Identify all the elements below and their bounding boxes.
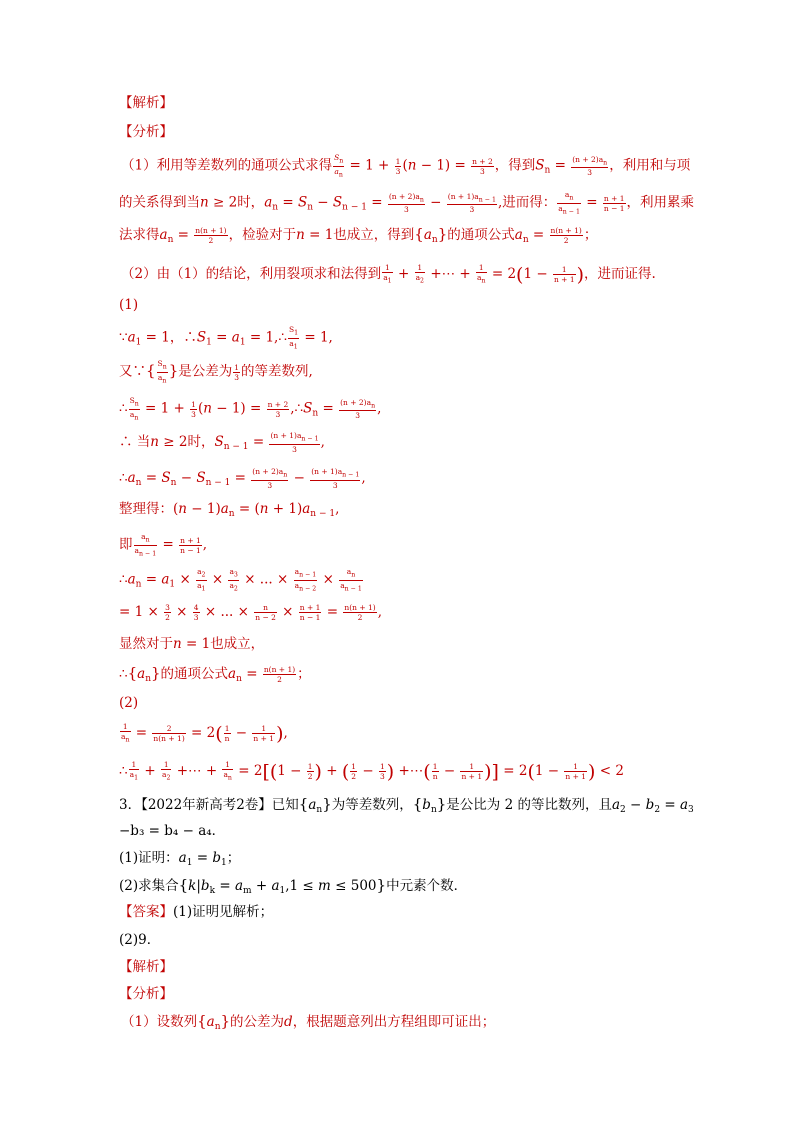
analysis-line-3: 法求得$a_n$ = $\frac{n(n + 1)}{2}$ ，检验对于n = 1也成立，得到$\{a_n\}$的通项公式$a_n$ = $\frac{n(n + 1)}{2}$ ；	[119, 225, 598, 245]
answer-line: 【答案】(1)证明见解析；	[119, 904, 274, 920]
solution-line-6: 整理得：$(n - 1)a_n = (n + 1)a_{n - 1}$,	[119, 501, 340, 519]
analysis-line-2: 的关系得到当n ≥ 2时，$a_n = S_n - S_{n - 1}$ = $\frac{(n + 2)a_n}{3}$ − $\frac{(n + 1)a_{n - 1}}{3}$ ,进而得： $\frac{a_n}{a_{n - 1}}$ = $\frac{n + 1}{n - 1}$ ，利用累乘	[119, 190, 695, 215]
solution-line-11: $\therefore\{a_n\}$的通项公式$a_n$ = $\frac{n(n + 1)}{2}$ ；	[119, 664, 311, 684]
solution-line-7: 即 $\frac{a_n}{a_{n - 1}}$ = $\frac{n + 1}{n - 1}$ ,	[119, 532, 208, 557]
solution-line-4: ∴ 当n ≥ 2时，$S_{n - 1}$ = $\frac{(n + 1)a_{n - 1}}{3}$ ,	[119, 431, 325, 454]
solution-line-9: = 1 × $\frac{3}{2}$ × $\frac{4}{3}$ × ... × $\frac{n}{n - 2}$ × $\frac{n + 1}{n - 1}$ = $\frac{n(n + 1)}{2}$ ,	[119, 603, 382, 622]
fenxi-heading-2: 【分析】	[119, 986, 173, 1002]
solution-line-5: $\therefore a_n = S_n - S_{n - 1}$ = $\frac{(n + 2)a_n}{3}$ − $\frac{(n + 1)a_{n - 1}}{3}$ ,	[119, 467, 366, 490]
solution-line-10: 显然对于n = 1也成立，	[119, 636, 265, 652]
solution-line-8: $\therefore a_n = a_1$ × $\frac{a_2}{a_1}$ × $\frac{a_3}{a_2}$ × ... × $\frac{a_{n - 1}}{a_{n - 2}}$ × $\frac{a_n}{a_{n - 1}}$	[119, 567, 362, 592]
solution-line-12: $\frac{1}{a_n}$ = $\frac{2}{n(n + 1)}$ = 2( $\frac{1}{n}$ − $\frac{1}{n + 1}$ ),	[121, 722, 288, 745]
solution-line-13: ∴ $\frac{1}{a_1}$ + $\frac{1}{a_2}$ +⋯ + $\frac{1}{a_n}$ = 2[(1 − $\frac{1}{2}$ ) + ( $\frac{1}{2}$ − $\frac{1}{3}$ ) +⋯( $\frac{1}{n}$ − $\frac{1}{n + 1}$ )] = 2(1 − $\frac{1}{n + 1}$ ) < 2	[119, 760, 624, 783]
analysis-line-4: （2）由（1）的结论，利用裂项求和法得到 $\frac{1}{a_1}$ + $\frac{1}{a_2}$ +⋯ + $\frac{1}{a_n}$ = 2(1 − $\frac{1}{n + 1}$ )，进而证得.	[121, 263, 656, 286]
jiexi-heading: 【解析】	[119, 95, 173, 111]
problem-3-line-1: 3．【2022年新高考2卷】已知$\{a_n\}$为等差数列，$\{b_n\}$是公比为 2 的等比数列，且$a_2 - b_2 = a_3$	[119, 795, 694, 815]
part-2-label: (2)	[119, 695, 139, 711]
solution-line-2: 又∵{ $\frac{S_n}{a_n}$ }是公差为 $\frac{1}{3}$ 的等差数列,	[119, 359, 313, 384]
problem-3-line-2: −b₃ = b₄ − a₄．	[119, 823, 226, 839]
problem-3-question-2: (2)求集合$\{k|b_k = a_m + a_1,1 \le m \le 500\}$中元素个数．	[119, 876, 468, 896]
problem-3-question-1: (1)证明：$a_1 = b_1$；	[119, 850, 241, 868]
analysis-line-1: （1）利用等差数列的通项公式求得 $\frac{S_n}{a_n}$ = 1 + $\frac{1}{3}$ (n − 1) = $\frac{n + 2}{3}$ ，得到$S_n$ = $\frac{(n + 2)a_n}{3}$ ，利用和与项	[121, 153, 691, 178]
solution-line-3: ∴ $\frac{S_n}{a_n}$ = 1 + $\frac{1}{3}$ (n − 1) = $\frac{n + 2}{3}$ $,\therefore S_n$ = $\frac{(n + 2)a_n}{3}$ ,	[119, 396, 382, 421]
answer-line-2: (2)9．	[119, 932, 161, 948]
fenxi-heading: 【分析】	[119, 124, 173, 140]
jiexi-heading-2: 【解析】	[119, 959, 173, 975]
analysis-3-line-1: （1）设数列$\{a_n\}$的公差为d，根据题意列出方程组即可证出；	[121, 1012, 496, 1032]
part-1-label: (1)	[119, 297, 139, 313]
solution-line-1: $\because a_1 = 1$，$\therefore S_1 = a_1$ = 1,∴ $\frac{S_1}{a_1}$ = 1,	[119, 325, 333, 350]
